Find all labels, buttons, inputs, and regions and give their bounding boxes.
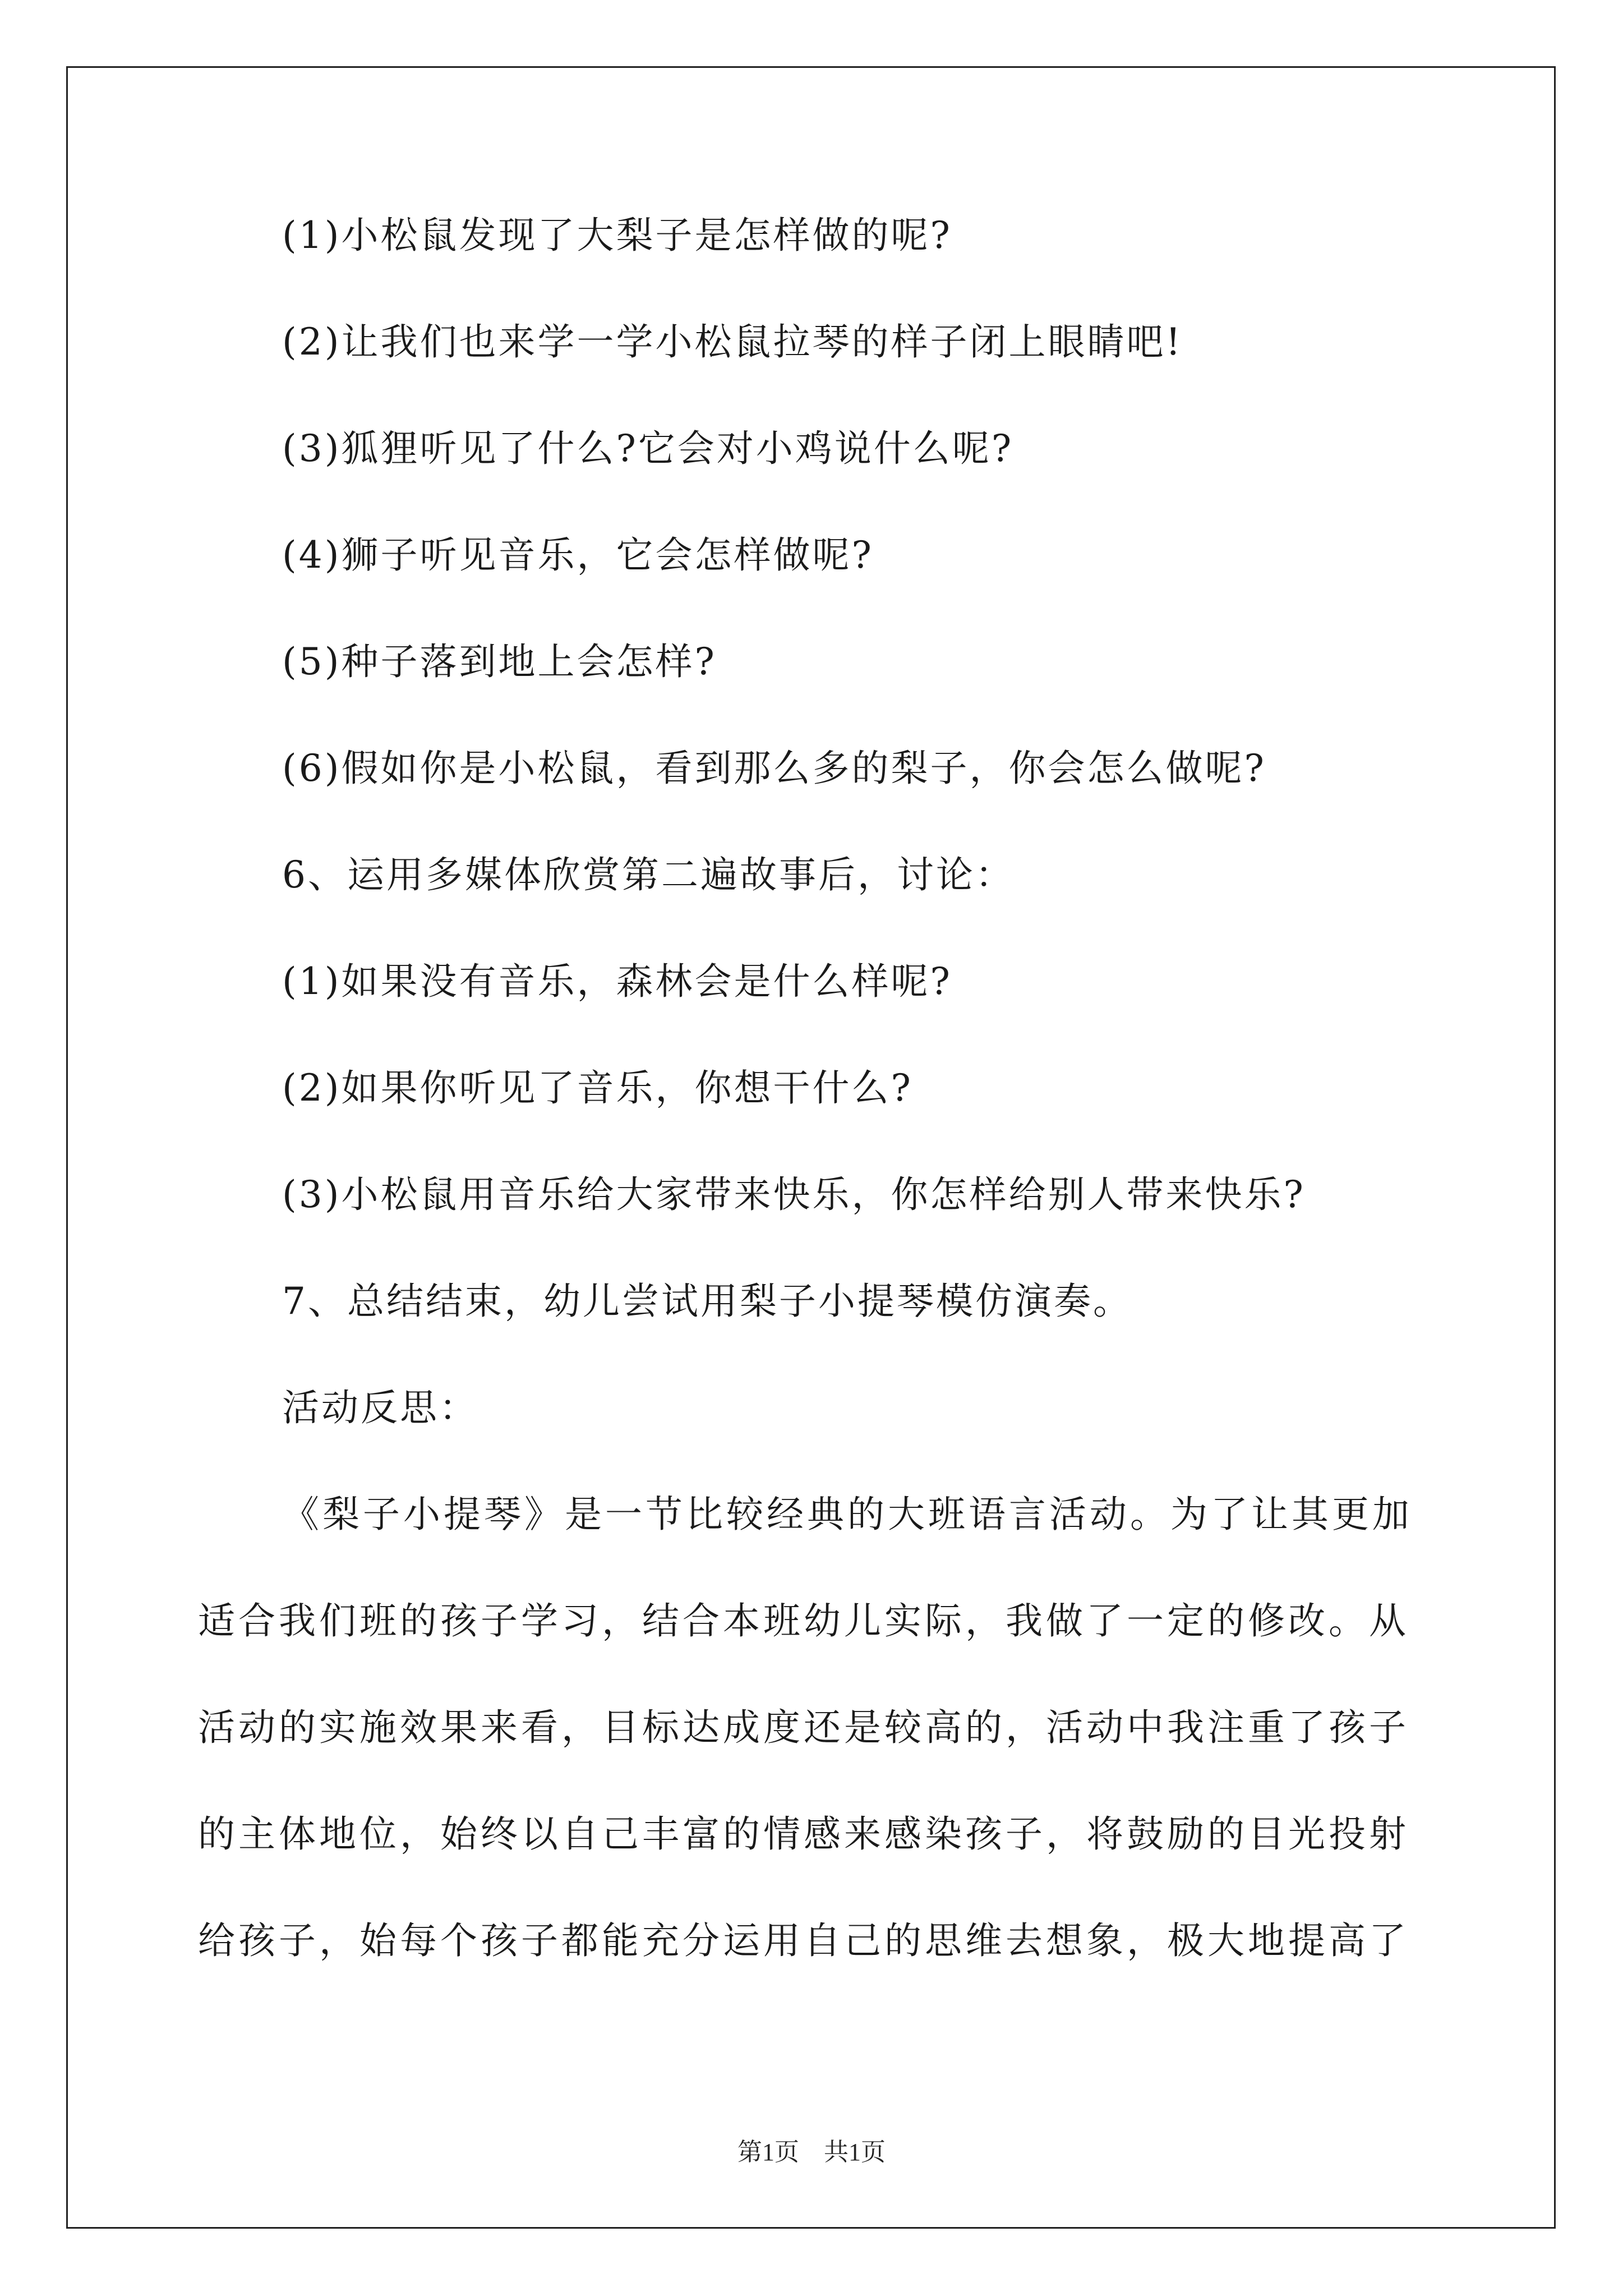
- text-line: (3)小松鼠用音乐给大家带来快乐，你怎样给别人带来快乐?: [282, 1173, 1306, 1216]
- text-line: (2)如果你听见了音乐，你想干什么?: [282, 1066, 913, 1110]
- text-line: (1)小松鼠发现了大梨子是怎样做的呢?: [282, 214, 952, 257]
- paragraph-line: 适合我们班的孩子学习，结合本班幼儿实际，我做了一定的修改。从: [198, 1599, 1409, 1642]
- paragraph-line: 《梨子小提琴》是一节比较经典的大班语言活动。为了让其更加: [282, 1493, 1413, 1536]
- text-line: (3)狐狸听见了什么?它会对小鸡说什么呢?: [282, 427, 1014, 470]
- reflection-heading: 活动反思：: [282, 1386, 478, 1429]
- paragraph-line: 给孩子，始每个孩子都能充分运用自己的思维去想象，极大地提高了: [198, 1919, 1409, 1962]
- section-heading: 7、总结结束，幼儿尝试用梨子小提琴模仿演奏。: [282, 1280, 1132, 1323]
- reflection-paragraph: [198, 1461, 1432, 1994]
- paragraph-line: 活动的实施效果来看，目标达成度还是较高的，活动中我注重了孩子: [198, 1706, 1409, 1749]
- text-line: (4)狮子听见音乐，它会怎样做呢?: [282, 533, 874, 577]
- paragraph-line: 的主体地位，始终以自己丰富的情感来感染孩子，将鼓励的目光投射: [198, 1812, 1409, 1856]
- text-line: (5)种子落到地上会怎样?: [282, 640, 717, 683]
- text-line: (6)假如你是小松鼠，看到那么多的梨子，你会怎么做呢?: [282, 747, 1266, 790]
- text-line: (2)让我们也来学一学小松鼠拉琴的样子闭上眼睛吧!: [282, 320, 1183, 364]
- text-line: (1)如果没有音乐，森林会是什么样呢?: [282, 960, 952, 1003]
- page-footer: 第1页 共1页: [737, 2138, 886, 2166]
- section-heading: 6、运用多媒体欣赏第二遍故事后，讨论：: [282, 853, 1015, 896]
